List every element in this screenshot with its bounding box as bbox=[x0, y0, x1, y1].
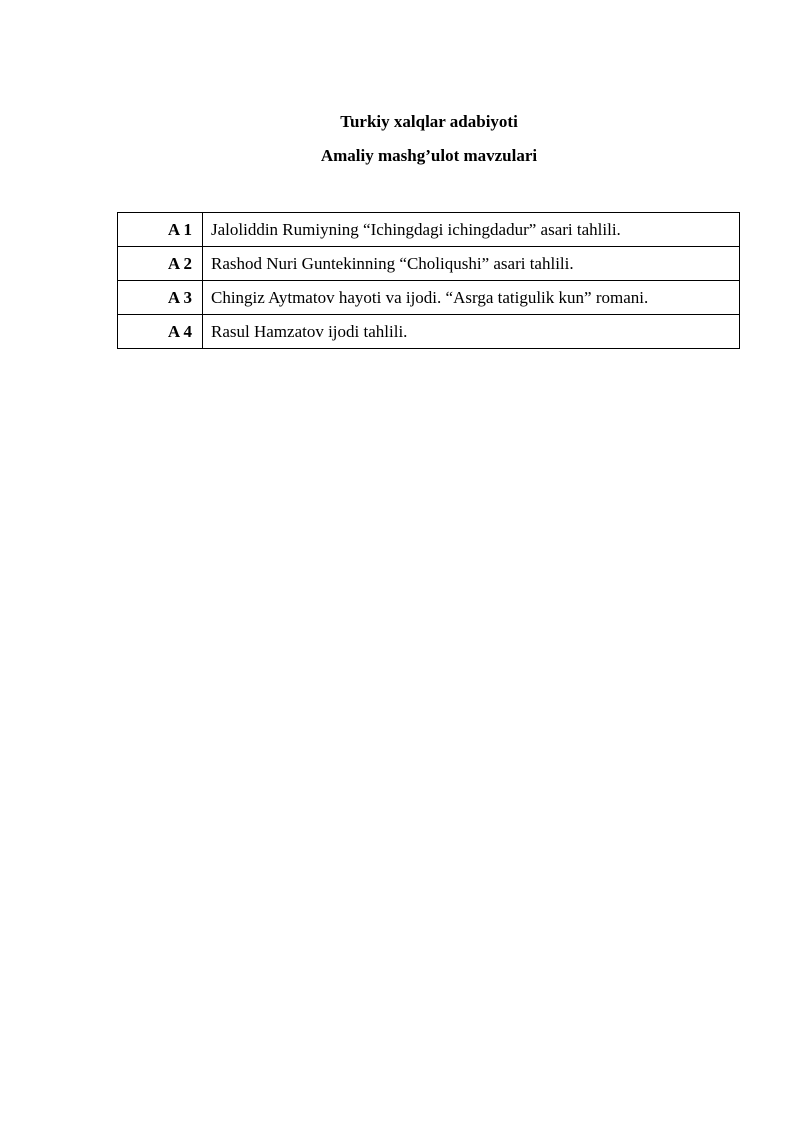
topic-code: A 4 bbox=[118, 315, 203, 349]
document-title: Turkiy xalqlar adabiyoti bbox=[340, 112, 518, 131]
table-row bbox=[118, 281, 740, 315]
topic-code: A 3 bbox=[118, 281, 203, 315]
table-row bbox=[118, 315, 740, 349]
topic-title: Jaloliddin Rumiyning “Ichingdagi ichingdadur” asari tahlili. bbox=[203, 213, 740, 247]
topic-title: Rashod Nuri Guntekinning “Choliqushi” asari tahlili. bbox=[203, 247, 740, 281]
topic-title: Rasul Hamzatov ijodi tahlili. bbox=[203, 315, 740, 349]
topic-code: A 2 bbox=[118, 247, 203, 281]
topics-table bbox=[117, 212, 740, 349]
document-subtitle: Amaliy mashg’ulot mavzulari bbox=[320, 146, 538, 165]
table-row bbox=[118, 213, 740, 247]
topic-title: Chingiz Aytmatov hayoti va ijodi. “Asrga tatigulik kun” romani. bbox=[203, 281, 740, 315]
topic-code: A 1 bbox=[118, 213, 203, 247]
table-row bbox=[118, 247, 740, 281]
